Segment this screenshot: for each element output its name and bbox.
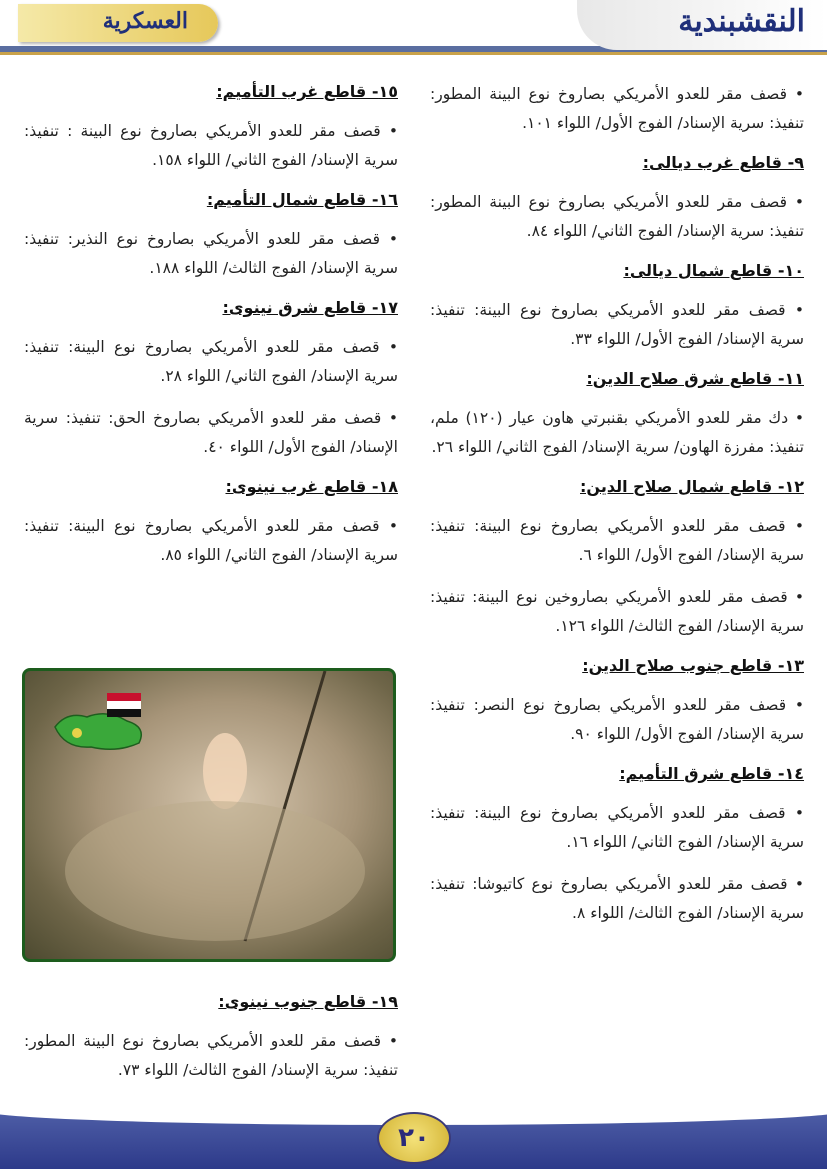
left-column — [24, 80, 398, 570]
magazine-brand — [577, 0, 827, 50]
paragraph: • دك مقر للعدو الأمريكي بقنبرتي هاون عيار (١٢٠) ملم، تنفيذ: مفرزة الهاون/ سرية الإسناد/ الفوج الثاني/ اللواء ٢٦. — [430, 409, 804, 456]
paragraph: • قصف مقر للعدو الأمريكي بصاروخ نوع البينة : تنفيذ: سرية الإسناد/ الفوج الثاني/ اللواء ١٥٨. — [24, 122, 398, 169]
paragraph: • قصف مقر للعدو الأمريكي بصاروخ نوع البينة المطور: تنفيذ: سرية الإسناد/ الفوج الثالث/ اللواء ٧٣. — [24, 1032, 398, 1079]
section-heading: ١٠- قاطع شمال ديالى: — [623, 261, 804, 280]
paragraph: • قصف مقر للعدو الأمريكي بصاروخ الحق: تنفيذ: سرية الإسناد/ الفوج الأول/ اللواء ٤٠. — [24, 409, 398, 456]
section-heading: ١٥- قاطع غرب التأميم: — [216, 82, 398, 101]
paragraph: • قصف مقر للعدو الأمريكي بصاروخ نوع البينة: تنفيذ: سرية الإسناد/ الفوج الأول/ اللواء ٦. — [430, 517, 804, 564]
section-heading: ١١- قاطع شرق صلاح الدين: — [586, 369, 804, 388]
header-rule-gold — [0, 52, 827, 55]
launch-smoke-icon — [25, 671, 393, 959]
section-heading: ١٨- قاطع غرب نينوى: — [225, 477, 398, 496]
paragraph: • قصف مقر للعدو الأمريكي بصاروخ نوع النصر: تنفيذ: سرية الإسناد/ الفوج الأول/ اللواء ٩٠. — [430, 696, 804, 743]
paragraph: • قصف مقر للعدو الأمريكي بصاروخ نوع كاتيوشا: تنفيذ: سرية الإسناد/ الفوج الثالث/ اللواء ٨. — [430, 875, 804, 922]
section-heading: ١٧- قاطع شرق نينوى: — [222, 298, 398, 317]
page-header — [0, 0, 827, 58]
page-number: ٢٠ — [377, 1112, 451, 1164]
paragraph: • قصف مقر للعدو الأمريكي بصاروخ نوع البينة: تنفيذ: سرية الإسناد/ الفوج الثاني/ اللواء ٢٨. — [24, 338, 398, 385]
section-title: العسكرية — [102, 8, 188, 34]
left-column-bottom — [24, 990, 398, 1085]
paragraph: • قصف مقر للعدو الأمريكي بصاروخ نوع النذير: تنفيذ: سرية الإسناد/ الفوج الثالث/ اللواء ١٨٨. — [24, 230, 398, 277]
section-heading: ١٦- قاطع شمال التأميم: — [206, 190, 398, 209]
paragraph: • قصف مقر للعدو الأمريكي بصاروخ نوع البينة: تنفيذ: سرية الإسناد/ الفوج الثاني/ اللواء ٨٥. — [24, 517, 398, 564]
paragraph: • قصف مقر للعدو الأمريكي بصاروخ نوع البينة المطور: تنفيذ: سرية الإسناد/ الفوج الأول/ اللواء ١٠١. — [430, 85, 804, 132]
rocket-launch-photo — [22, 668, 396, 962]
magazine-title: النقشبندية — [678, 4, 805, 39]
paragraph: • قصف مقر للعدو الأمريكي بصاروخ نوع البينة: تنفيذ: سرية الإسناد/ الفوج الأول/ اللواء ٣٣. — [430, 301, 804, 348]
section-heading: ١٩- قاطع جنوب نينوى: — [218, 992, 398, 1011]
section-tag — [18, 4, 218, 42]
paragraph: • قصف مقر للعدو الأمريكي بصاروخ نوع البينة المطور: تنفيذ: سرية الإسناد/ الفوج الثاني/ اللواء ٨٤. — [430, 193, 804, 240]
section-heading: ٩- قاطع غرب ديالى: — [642, 153, 804, 172]
section-heading: ١٣- قاطع جنوب صلاح الدين: — [582, 656, 804, 675]
right-column — [430, 80, 804, 928]
paragraph: • قصف مقر للعدو الأمريكي بصاروخين نوع البينة: تنفيذ: سرية الإسناد/ الفوج الثالث/ اللواء ١٢٦. — [430, 588, 804, 635]
section-heading: ١٢- قاطع شمال صلاح الدين: — [580, 477, 804, 496]
paragraph: • قصف مقر للعدو الأمريكي بصاروخ نوع البينة: تنفيذ: سرية الإسناد/ الفوج الثاني/ اللواء ١٦. — [430, 804, 804, 851]
section-heading: ١٤- قاطع شرق التأميم: — [619, 764, 804, 783]
